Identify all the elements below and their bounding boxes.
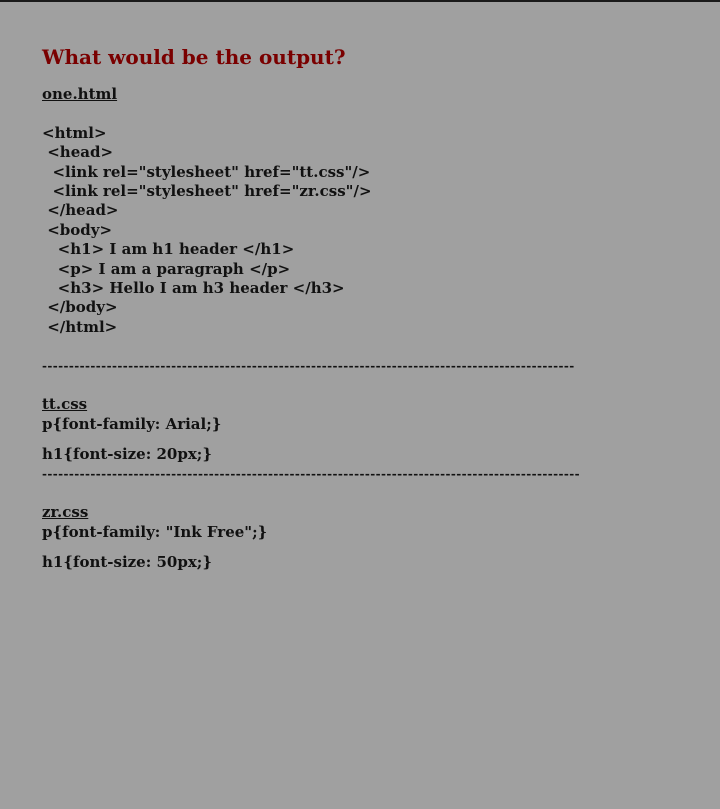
code-line: <body>: [42, 220, 113, 239]
spacer: [42, 104, 702, 123]
spacer: [42, 484, 702, 503]
code-line: <link rel="stylesheet" href="tt.css"/>: [42, 162, 371, 181]
code-line: <head>: [42, 143, 114, 162]
top-border: [0, 0, 720, 2]
code-line: <h1> I am h1 header </h1>: [42, 240, 295, 259]
tt-css-rule: p{font-family: Arial;}: [42, 414, 222, 433]
zr-css-rule: p{font-family: "Ink Free";}: [42, 522, 268, 541]
code-line: </body>: [42, 298, 118, 317]
one-html-filename: one.html: [42, 85, 118, 103]
section-divider: ----------------------------------------------------------------------------------------------------: [42, 466, 581, 481]
spacer: [42, 542, 702, 553]
code-line: </head>: [42, 201, 119, 220]
code-line: <p> I am a paragraph </p>: [42, 259, 291, 278]
spacer: [42, 376, 702, 395]
code-line: <h3> Hello I am h3 header </h3>: [42, 279, 345, 298]
spacer: [42, 434, 702, 445]
tt-css-rule: h1{font-size: 20px;}: [42, 445, 212, 464]
spacer: [42, 337, 702, 356]
one-html-code: [42, 124, 702, 337]
code-line: <link rel="stylesheet" href="zr.css"/>: [42, 182, 372, 201]
zr-css-filename: zr.css: [42, 503, 89, 522]
code-line: <html>: [42, 123, 107, 142]
zr-css-rule: h1{font-size: 50px;}: [42, 553, 212, 572]
tt-css-filename: tt.css: [42, 395, 88, 414]
slide-content: [42, 43, 702, 573]
section-divider: ---------------------------------------------------------------------------------------------------: [42, 358, 575, 373]
slide-title: What would be the output?: [42, 45, 346, 69]
code-line: </html>: [42, 317, 118, 336]
